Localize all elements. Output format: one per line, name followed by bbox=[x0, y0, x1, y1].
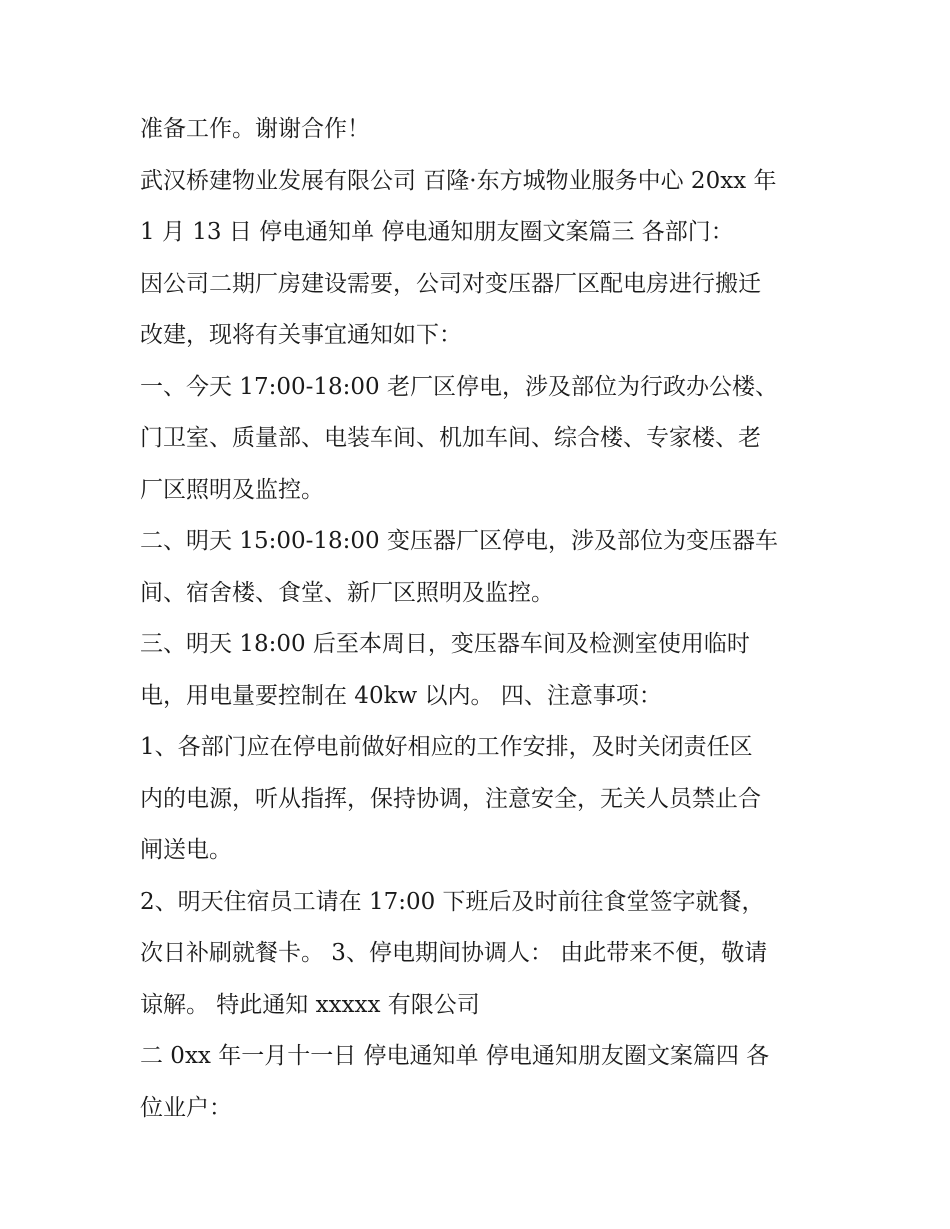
text-line: 次日补刷就餐卡。 3、停电期间协调人： 由此带来不便，敬请 bbox=[140, 940, 768, 966]
text-line: 谅解。 特此通知 xxxxx 有限公司 bbox=[140, 991, 480, 1018]
text-line: 门卫室、质量部、电装车间、机加车间、综合楼、专家楼、老 bbox=[140, 425, 761, 451]
text-line: 1 月 13 日 停电通知单 停电通知朋友圈文案篇三 各部门： bbox=[140, 219, 734, 245]
text-line: 内的电源，听从指挥，保持协调，注意安全，无关人员禁止合 bbox=[140, 785, 761, 812]
text-line: 二、明天 15:00-18:00 变压器厂区停电，涉及部位为变压器车 bbox=[140, 528, 778, 554]
text-line: 间、宿舍楼、食堂、新厂区照明及监控。 bbox=[140, 579, 554, 606]
text-line: 因公司二期厂房建设需要，公司对变压器厂区配电房进行搬迁 bbox=[140, 270, 761, 297]
text-line: 武汉桥建物业发展有限公司 百隆·东方城物业服务中心 20xx 年 bbox=[140, 167, 777, 194]
text-line: 2、明天住宿员工请在 17:00 下班后及时前往食堂签字就餐， bbox=[140, 888, 765, 915]
text-line: 准备工作。谢谢合作！ bbox=[140, 116, 370, 142]
text-line: 位业户： bbox=[140, 1094, 232, 1121]
text-line: 1、各部门应在停电前做好相应的工作安排，及时关闭责任区 bbox=[140, 734, 753, 760]
text-line: 三、明天 18:00 后至本周日，变压器车间及检测室使用临时 bbox=[140, 631, 750, 657]
text-line: 二 0xx 年一月十一日 停电通知单 停电通知朋友圈文案篇四 各 bbox=[140, 1043, 770, 1069]
text-line: 改建，现将有关事宜通知如下： bbox=[140, 322, 462, 348]
text-line: 电，用电量要控制在 40kw 以内。 四、注意事项： bbox=[140, 682, 662, 709]
text-line: 一、今天 17:00-18:00 老厂区停电，涉及部位为行政办公楼、 bbox=[140, 373, 778, 400]
text-line: 闸送电。 bbox=[140, 837, 232, 863]
text-line: 厂区照明及监控。 bbox=[140, 476, 324, 503]
document-body bbox=[140, 104, 820, 1134]
